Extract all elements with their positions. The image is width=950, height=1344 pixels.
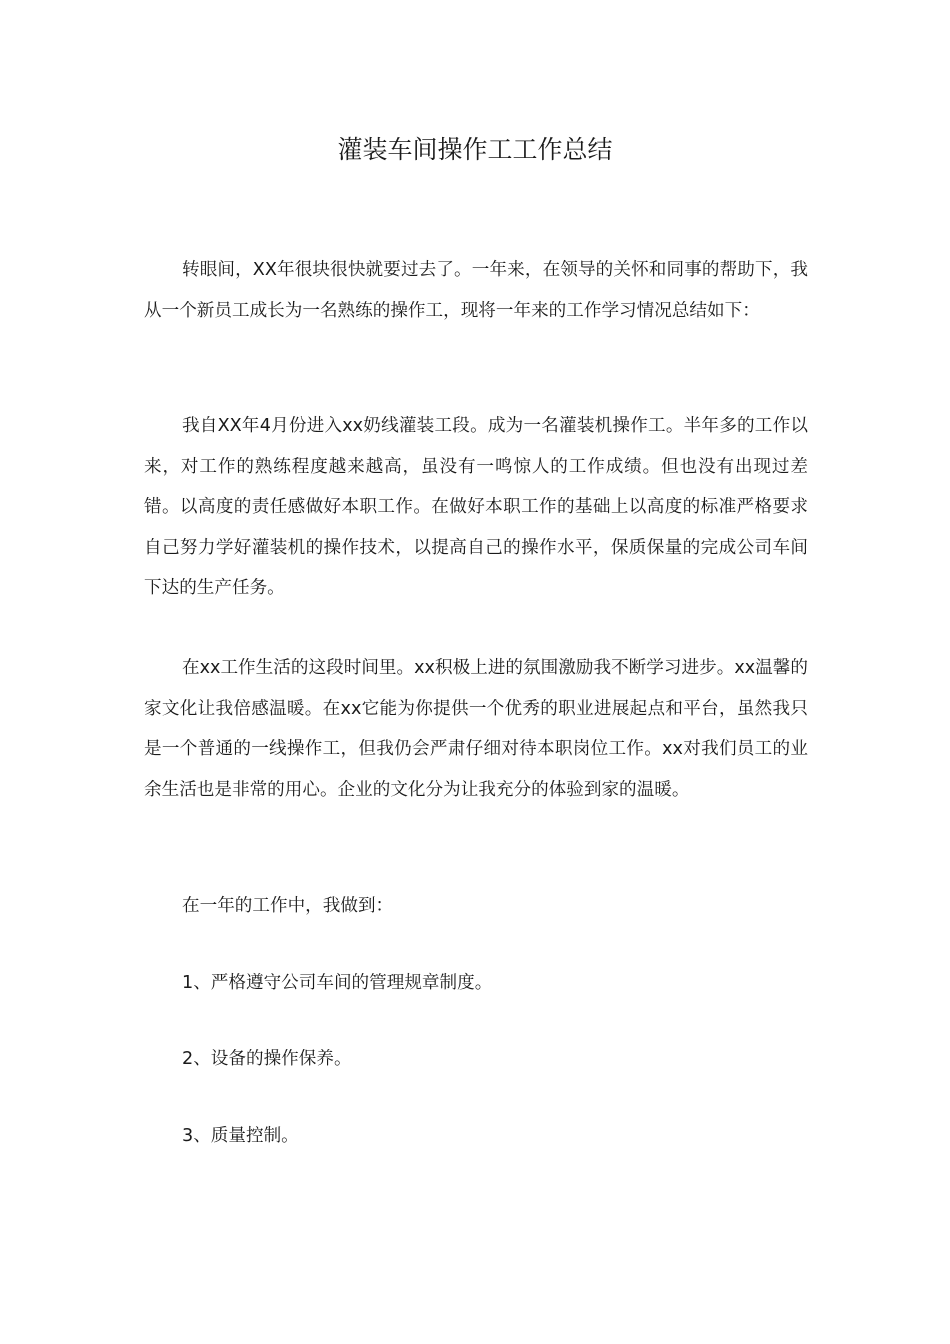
list-item: 1、严格遵守公司车间的管理规章制度。 xyxy=(182,973,493,993)
intro-paragraph: 转眼间，XX年很块很快就要过去了。一年来，在领导的关怀和同事的帮助下，我从一个新员工成长为一名熟练的操作工，现将一年来的工作学习情况总结如下： xyxy=(144,260,808,321)
list-intro-paragraph: 在一年的工作中，我做到： xyxy=(182,896,394,916)
body-paragraph-company: 在xx工作生活的这段时间里。xx积极上进的氛围激励我不断学习进步。xx温馨的家文化让我倍感温暖。在xx它能为你提供一个优秀的职业进展起点和平台，虽然我只是一个普通的一线操作工，但我仍会严肃仔细对待本职岗位工作。xx对我们员工的业余生活也是非常的用心。企业的文化分为让我充分的体验到家的温暖。 xyxy=(144,658,808,800)
document-title: 灌装车间操作工工作总结 xyxy=(337,135,613,164)
list-item: 2、设备的操作保养。 xyxy=(182,1049,352,1069)
list-item: 3、质量控制。 xyxy=(182,1126,299,1146)
body-paragraph-work: 我自XX年4月份进入xx奶线灌装工段。成为一名灌装机操作工。半年多的工作以来，对工作的熟练程度越来越高，虽没有一鸣惊人的工作成绩。但也没有出现过差错。以高度的责任感做好本职工作。在做好本职工作的基础上以高度的标准严格要求自己努力学好灌装机的操作技术，以提高自己的操作水平，保质保量的完成公司车间下达的生产任务。 xyxy=(144,416,808,598)
